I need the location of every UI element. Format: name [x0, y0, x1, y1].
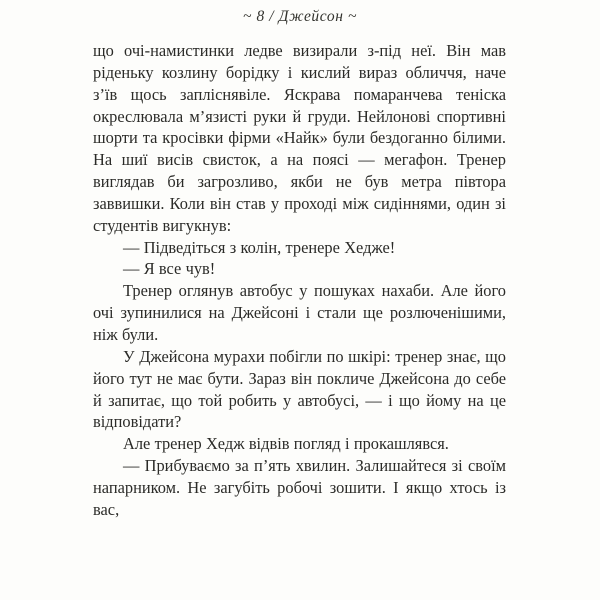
paragraph-continuation: що очі-намистинки ледве визирали з-під неї. Він мав рiденьку козлину борідку і кислий вираз обличчя, наче з’їв щось запліснявіле. Яскрава помаранчева теніска окреслювала м’язисті руки й груди. Нейлонові спортивні шорти та кросівки фірми «Найк» були бездоганно білими. На шиї висів свисток, а на поясі — мегафон. Тренер виглядав би загрозливо, якби не був метра півтора заввишки. Коли він став у проході між сидіннями, один зі студентів вигукнув:	[93, 41, 506, 235]
paragraph-dialogue-3: — Прибуваємо за п’ять хвилин. Залишайтеся зі своїм напарником. Не загубіть робочі зошити. І якщо хтось із вас,	[93, 456, 506, 519]
page-body	[93, 40, 506, 521]
paragraph-narration-1: Тренер оглянув автобус у пошуках нахаби. Але його очі зупинилися на Джейсоні і стали ще розлюченішими, ніж були.	[93, 281, 506, 344]
paragraph-dialogue-1: — Підведіться з колін, тренере Хедже!	[123, 237, 396, 257]
paragraph-narration-3: Але тренер Хедж відвів погляд і прокашлявся.	[123, 434, 449, 454]
paragraph-dialogue-2: — Я все чув!	[123, 259, 216, 279]
running-header: ~ 8 / Джейсон ~	[243, 8, 357, 25]
paragraph-narration-2: У Джейсона мурахи побігли по шкірі: тренер знає, що його тут не має бути. Зараз він покличе Джейсона до себе й запитає, що той робить у автобусі, — і що йому на це відповідати?	[93, 346, 506, 432]
